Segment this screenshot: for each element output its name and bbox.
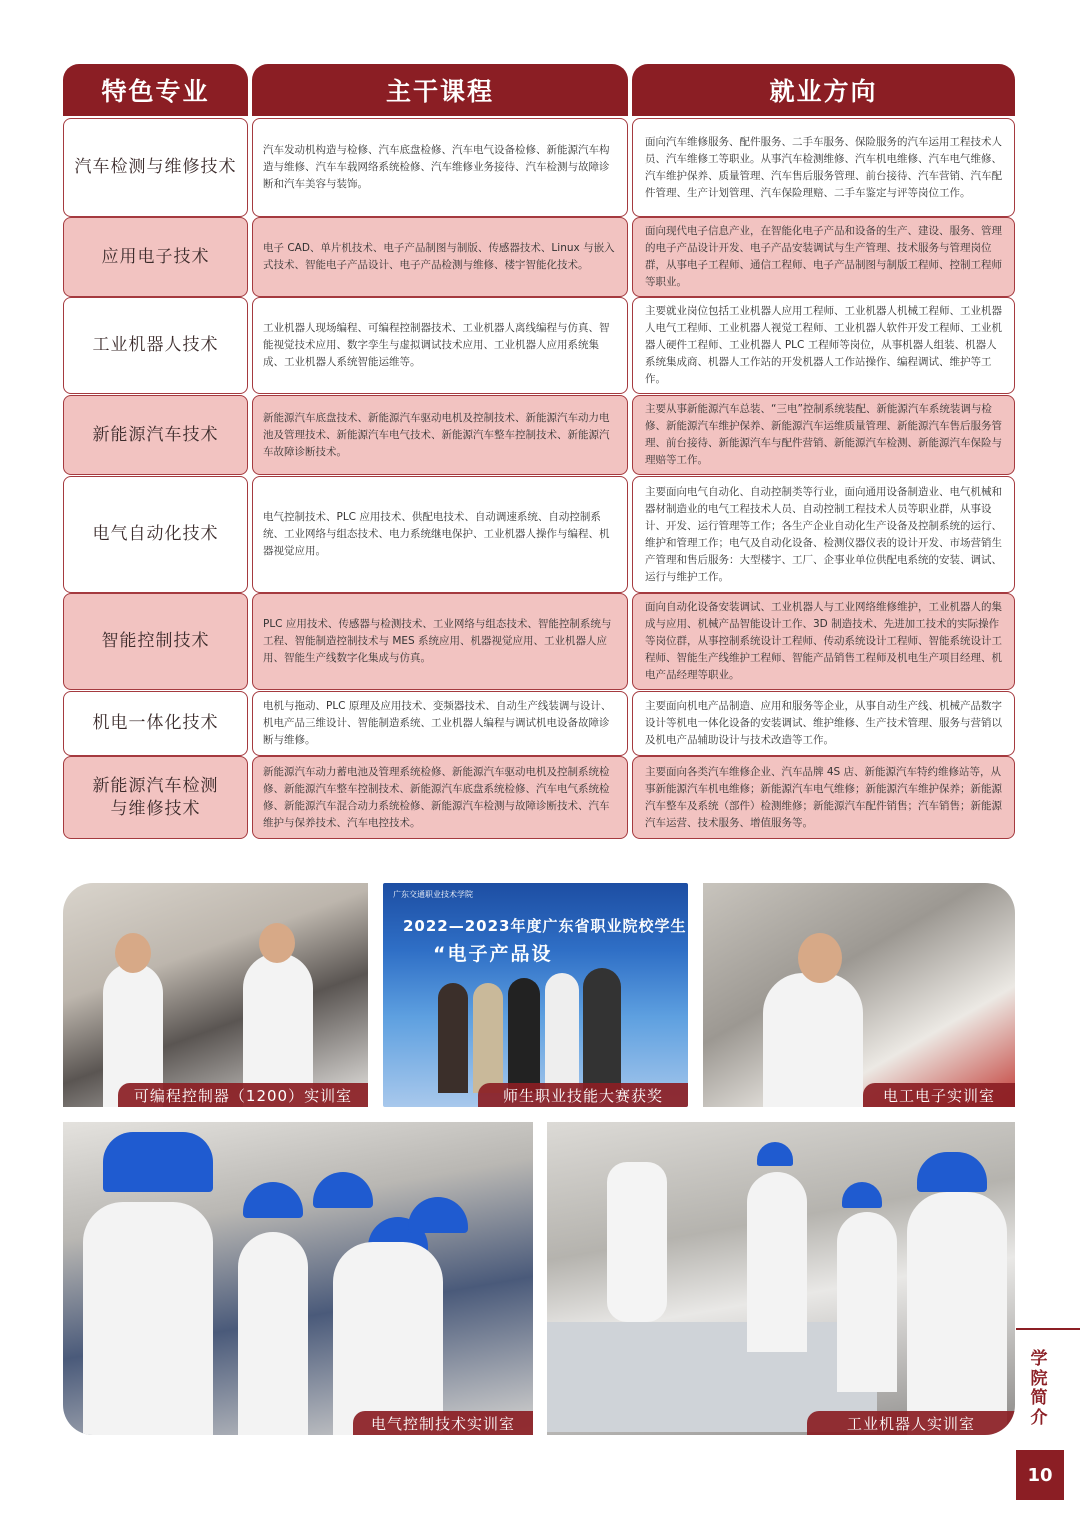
- major-courses: 电气控制技术、PLC 应用技术、供配电技术、自动调速系统、自动控制系统、工业网络与组态技术、电力系统继电保护、工业机器人操作与编程、机器视觉应用。: [252, 476, 628, 593]
- major-name: 应用电子技术: [63, 217, 248, 297]
- table-row: [63, 395, 1015, 475]
- major-name: 新能源汽车技术: [63, 395, 248, 475]
- major-name: 智能控制技术: [63, 593, 248, 690]
- banner-title: 2022—2023年度广东省职业院校学生: [403, 917, 687, 935]
- student-face: [798, 933, 842, 983]
- electrical-electronics-room-photo: [703, 883, 1015, 1107]
- major-careers: 面向现代电子信息产业，在智能化电子产品和设备的生产、建设、服务、管理的电子产品设计开发、电子产品安装调试与生产管理、技术服务与管理岗位群，从事电子工程师、通信工程师、电子产品制图与制版工程师、控制工程师等职业。: [632, 217, 1015, 297]
- photo-caption: 可编程控制器（1200）实训室: [118, 1083, 368, 1107]
- major-careers: 主要就业岗位包括工业机器人应用工程师、工业机器人机械工程师、工业机器人电气工程师、工业机器人视觉工程师、工业机器人软件开发工程师、工业机器人硬件工程师、工业机器人 PLC 工程师等岗位，从事机器人组装、机器人系统集成商、机器人工作站的开发机器人工作站操作、编程调试、维护等工作。: [632, 297, 1015, 394]
- helmet-icon: [408, 1197, 468, 1233]
- major-careers: 面向自动化设备安装调试、工业机器人与工业网络维修维护，工业机器人的集成与应用、机械产品智能设计工作、3D 制造技术、先进加工技术的实际操作等岗位群，从事控制系统设计工程师、传动系统设计工程师、智能系统设计工程师、智能生产线维护工程师、智能产品销售工程师及机电生产项目经理、机电产品经理等职业。: [632, 593, 1015, 690]
- competition-award-photo: [383, 883, 688, 1107]
- helmet-icon: [103, 1132, 213, 1192]
- table-header: [63, 64, 1015, 116]
- table-row: [63, 297, 1015, 394]
- banner-subtitle: “电子产品设: [433, 943, 553, 965]
- major-courses: 汽车发动机构造与检修、汽车底盘检修、汽车电气设备检修、新能源汽车构造与维修、汽车车载网络系统检修、汽车维修业务接待、汽车检测与故障诊断和汽车美容与装饰。: [252, 118, 628, 217]
- major-careers: 主要从事新能源汽车总装、“三电”控制系统装配、新能源汽车系统装调与检修、新能源汽车维护保养、新能源汽车运维质量管理、新能源汽车售后服务管理、前台接待、新能源汽车与配件营销、新能源汽车检测、新能源汽车保险与理赔等工作。: [632, 395, 1015, 475]
- page-number: 10: [1016, 1450, 1064, 1500]
- major-courses: PLC 应用技术、传感器与检测技术、工业网络与组态技术、智能控制系统与工程、智能制造控制技术与 MES 系统应用、机器视觉应用、工业机器人应用、智能生产线数字化集成与仿真。: [252, 593, 628, 690]
- person-figure: [438, 983, 468, 1093]
- photo-caption: 师生职业技能大赛获奖: [478, 1083, 688, 1107]
- major-courses: 新能源汽车底盘技术、新能源汽车驱动电机及控制技术、新能源汽车动力电池及管理技术、新能源汽车电气技术、新能源汽车整车控制技术、新能源汽车故障诊断技术。: [252, 395, 628, 475]
- school-name: 广东交通职业技术学院: [393, 890, 473, 899]
- helmet-icon: [313, 1172, 373, 1208]
- major-name: 新能源汽车检测与维修技术: [63, 756, 248, 839]
- photo-caption: 工业机器人实训室: [807, 1411, 1015, 1435]
- electrical-control-room-photo: [63, 1122, 533, 1435]
- student-figure: [747, 1172, 807, 1352]
- header-major: 特色专业: [63, 64, 248, 116]
- majors-table: [63, 64, 1015, 829]
- person-figure: [583, 968, 621, 1093]
- person-figure: [545, 973, 579, 1093]
- side-divider: [1016, 1328, 1080, 1330]
- table-row: [63, 691, 1015, 756]
- table-row: [63, 476, 1015, 593]
- photo-caption: 电气控制技术实训室: [353, 1411, 533, 1435]
- major-courses: 电子 CAD、单片机技术、电子产品制图与制版、传感器技术、Linux 与嵌入式技术、智能电子产品设计、电子产品检测与维修、楼宇智能化技术。: [252, 217, 628, 297]
- major-careers: 面向汽车维修服务、配件服务、二手车服务、保险服务的汽车运用工程技术人员、汽车维修工等职业。从事汽车检测维修、汽车机电维修、汽车电气维修、汽车维护保养、质量管理、汽车售后服务管理、前台接待、汽车营销、汽车配件管理、生产计划管理、汽车保险理赔、二手车鉴定与评等岗位工作。: [632, 118, 1015, 217]
- student-figure: [763, 973, 863, 1107]
- robot-arm: [607, 1162, 667, 1322]
- person-figure: [508, 978, 540, 1093]
- major-careers: 主要面向机电产品制造、应用和服务等企业，从事自动生产线、机械产品数字设计等机电一体化设备的安装调试、维护维修、生产技术管理、服务与营销以及机电产品辅助设计与技术改造等工作。: [632, 691, 1015, 756]
- header-courses: 主干课程: [252, 64, 628, 116]
- table-row: [63, 118, 1015, 217]
- helmet-icon: [757, 1142, 793, 1166]
- major-courses: 新能源汽车动力蓄电池及管理系统检修、新能源汽车驱动电机及控制系统检修、新能源汽车整车控制技术、新能源汽车底盘系统检修、汽车电气系统检修、新能源汽车混合动力系统检修、新能源汽车检测与故障诊断技术、汽车维护与保养技术、汽车电控技术。: [252, 756, 628, 839]
- header-careers: 就业方向: [632, 64, 1015, 116]
- major-name: 汽车检测与维修技术: [63, 118, 248, 217]
- student-figure: [333, 1242, 443, 1435]
- photo-caption: 电工电子实训室: [863, 1083, 1015, 1107]
- helmet-icon: [243, 1182, 303, 1218]
- student-figure: [238, 1232, 308, 1435]
- helmet-icon: [842, 1182, 882, 1208]
- table-row: [63, 593, 1015, 690]
- student-face: [115, 933, 151, 973]
- table-row: [63, 756, 1015, 839]
- major-courses: 工业机器人现场编程、可编程控制器技术、工业机器人离线编程与仿真、智能视觉技术应用、数字孪生与虚拟调试技术应用、工业机器人应用系统集成、工业机器人系统智能运维等。: [252, 297, 628, 394]
- helmet-icon: [917, 1152, 987, 1192]
- major-careers: 主要面向各类汽车维修企业、汽车品牌 4S 店、新能源汽车特约维修站等，从事新能源汽车机电维修；新能源汽车电气维修；新能源汽车维护保养；新能源汽车整车及系统（部件）检测维修；新能源汽车配件销售；汽车销售；新能源汽车运营、技术服务、增值服务等。: [632, 756, 1015, 839]
- major-name: 工业机器人技术: [63, 297, 248, 394]
- major-name: 机电一体化技术: [63, 691, 248, 756]
- table-row: [63, 217, 1015, 297]
- student-figure: [837, 1212, 897, 1392]
- major-careers: 主要面向电气自动化、自动控制类等行业，面向通用设备制造业、电气机械和器材制造业的电气工程技术人员、自动控制工程技术人员等职业群，从事设计、开发、运行管理等工作；各生产企业自动化生产设备及控制系统的运行、维护和管理工作；电气及自动化设备、检测仪器仪表的设计开发、市场营销生产管理和售后服务：大型楼宇、工厂、企事业单位供配电系统的安装、调试、运行与维护工作。: [632, 476, 1015, 593]
- student-face: [259, 923, 295, 963]
- plc-training-room-photo: [63, 883, 368, 1107]
- major-courses: 电机与拖动、PLC 原理及应用技术、变频器技术、自动生产线装调与设计、机电产品三维设计、智能制造系统、工业机器人编程与调试机电设备故障诊断与维修。: [252, 691, 628, 756]
- student-figure: [907, 1192, 1007, 1435]
- student-figure: [83, 1202, 213, 1435]
- person-figure: [473, 983, 503, 1093]
- industrial-robot-room-photo: [547, 1122, 1015, 1435]
- section-label: 学院简介: [1030, 1349, 1048, 1428]
- major-name: 电气自动化技术: [63, 476, 248, 593]
